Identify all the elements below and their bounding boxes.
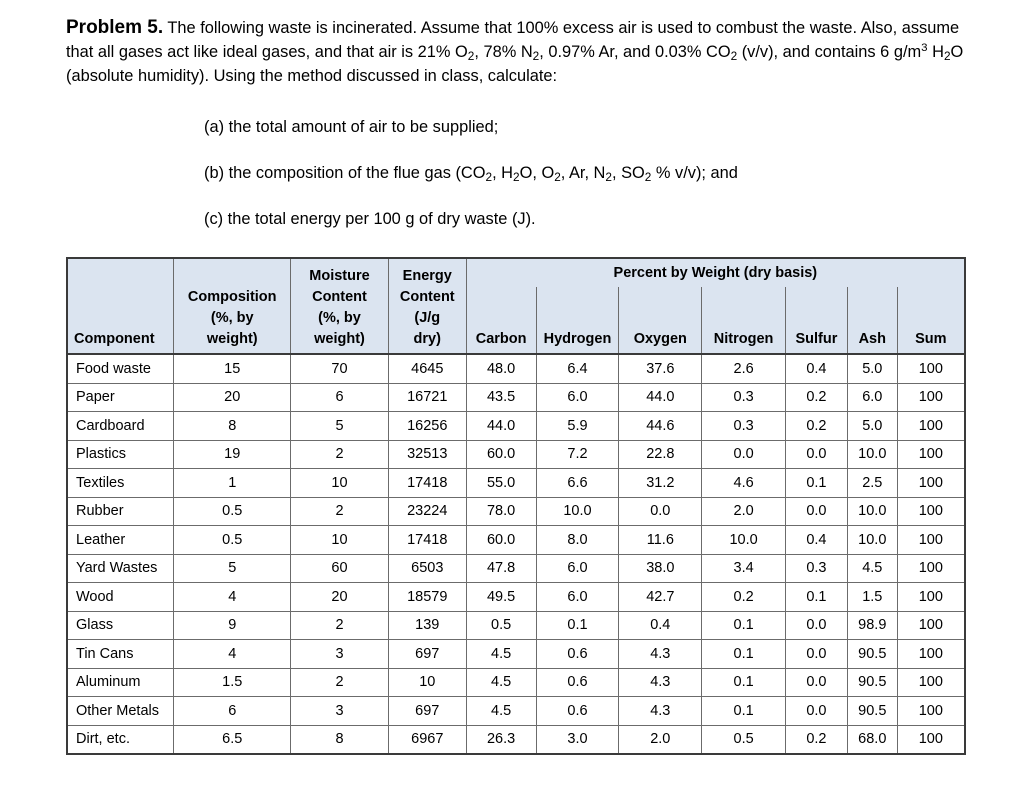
cell-ash: 10.0 bbox=[847, 497, 897, 526]
cell-carbon: 78.0 bbox=[466, 497, 536, 526]
cell-carbon: 0.5 bbox=[466, 611, 536, 640]
cell-component: Tin Cans bbox=[67, 640, 174, 669]
cell-component: Rubber bbox=[67, 497, 174, 526]
cell-sulfur: 0.0 bbox=[786, 697, 848, 726]
table-row bbox=[67, 354, 965, 383]
cell-moisture: 20 bbox=[291, 583, 389, 612]
cell-ash: 90.5 bbox=[847, 640, 897, 669]
cell-sum: 100 bbox=[897, 469, 965, 498]
cell-moisture: 2 bbox=[291, 497, 389, 526]
cell-hydrogen: 0.6 bbox=[536, 640, 619, 669]
cell-component: Paper bbox=[67, 383, 174, 412]
cell-oxygen: 37.6 bbox=[619, 354, 702, 383]
cell-ash: 68.0 bbox=[847, 725, 897, 754]
problem-statement bbox=[66, 16, 986, 88]
cell-hydrogen: 10.0 bbox=[536, 497, 619, 526]
part-b-text: , Ar, N bbox=[560, 164, 606, 182]
cell-component: Food waste bbox=[67, 354, 174, 383]
subscript: 2 bbox=[485, 170, 493, 184]
cell-oxygen: 44.0 bbox=[619, 383, 702, 412]
cell-component: Other Metals bbox=[67, 697, 174, 726]
part-b bbox=[204, 164, 984, 183]
cell-hydrogen: 0.1 bbox=[536, 611, 619, 640]
cell-carbon: 49.5 bbox=[466, 583, 536, 612]
cell-carbon: 4.5 bbox=[466, 697, 536, 726]
header-sum: Sum bbox=[897, 287, 965, 354]
cell-composition: 15 bbox=[174, 354, 291, 383]
cell-component: Glass bbox=[67, 611, 174, 640]
header-percent-by-weight: Percent by Weight (dry basis) bbox=[466, 258, 965, 287]
cell-nitrogen: 0.3 bbox=[702, 383, 786, 412]
table-row bbox=[67, 611, 965, 640]
problem-text: (v/v), and contains 6 g/m bbox=[737, 43, 922, 61]
header-line: (%, by bbox=[318, 310, 361, 326]
header-line: (%, by bbox=[210, 310, 254, 326]
table-row bbox=[67, 725, 965, 754]
cell-energy: 32513 bbox=[388, 440, 466, 469]
part-b-text: , H bbox=[492, 164, 514, 182]
cell-sum: 100 bbox=[897, 668, 965, 697]
cell-carbon: 4.5 bbox=[466, 640, 536, 669]
problem-text: , 78% N bbox=[474, 43, 533, 61]
table-row bbox=[67, 383, 965, 412]
header-blank bbox=[67, 258, 174, 287]
cell-ash: 5.0 bbox=[847, 412, 897, 441]
cell-sulfur: 0.0 bbox=[786, 640, 848, 669]
cell-composition: 0.5 bbox=[174, 497, 291, 526]
part-b-text: % v/v); and bbox=[651, 164, 738, 182]
header-sulfur: Sulfur bbox=[786, 287, 848, 354]
table-header-row bbox=[67, 258, 965, 287]
cell-energy: 6503 bbox=[388, 554, 466, 583]
cell-hydrogen: 8.0 bbox=[536, 526, 619, 555]
cell-nitrogen: 0.1 bbox=[702, 640, 786, 669]
part-a: (a) the total amount of air to be supplied; bbox=[204, 118, 499, 136]
cell-oxygen: 4.3 bbox=[619, 668, 702, 697]
problem-text: O (absolute humidity). Using the method discussed in class, calculate: bbox=[66, 43, 964, 85]
cell-energy: 139 bbox=[388, 611, 466, 640]
cell-energy: 17418 bbox=[388, 469, 466, 498]
cell-hydrogen: 7.2 bbox=[536, 440, 619, 469]
cell-moisture: 3 bbox=[291, 697, 389, 726]
cell-oxygen: 11.6 bbox=[619, 526, 702, 555]
cell-sulfur: 0.1 bbox=[786, 583, 848, 612]
part-b-text: O, O bbox=[519, 164, 555, 182]
cell-carbon: 4.5 bbox=[466, 668, 536, 697]
cell-composition: 4 bbox=[174, 640, 291, 669]
cell-energy: 6967 bbox=[388, 725, 466, 754]
cell-hydrogen: 6.6 bbox=[536, 469, 619, 498]
cell-sum: 100 bbox=[897, 412, 965, 441]
cell-ash: 90.5 bbox=[847, 668, 897, 697]
cell-hydrogen: 6.0 bbox=[536, 554, 619, 583]
cell-ash: 10.0 bbox=[847, 440, 897, 469]
cell-moisture: 70 bbox=[291, 354, 389, 383]
problem-text: H bbox=[927, 43, 944, 61]
header-ash: Ash bbox=[847, 287, 897, 354]
cell-component: Textiles bbox=[67, 469, 174, 498]
cell-sum: 100 bbox=[897, 354, 965, 383]
cell-composition: 1 bbox=[174, 469, 291, 498]
header-component: Component bbox=[67, 287, 174, 354]
cell-sum: 100 bbox=[897, 526, 965, 555]
cell-sulfur: 0.0 bbox=[786, 611, 848, 640]
cell-nitrogen: 0.5 bbox=[702, 725, 786, 754]
superscript: 3 bbox=[921, 42, 928, 54]
header-composition bbox=[174, 287, 291, 354]
cell-sulfur: 0.2 bbox=[786, 725, 848, 754]
header-nitrogen: Nitrogen bbox=[702, 287, 786, 354]
cell-hydrogen: 6.0 bbox=[536, 583, 619, 612]
header-energy bbox=[388, 268, 466, 354]
cell-oxygen: 38.0 bbox=[619, 554, 702, 583]
cell-sulfur: 0.2 bbox=[786, 412, 848, 441]
cell-nitrogen: 2.0 bbox=[702, 497, 786, 526]
cell-composition: 6.5 bbox=[174, 725, 291, 754]
cell-sum: 100 bbox=[897, 583, 965, 612]
cell-moisture: 10 bbox=[291, 469, 389, 498]
table-row bbox=[67, 668, 965, 697]
cell-composition: 8 bbox=[174, 412, 291, 441]
cell-carbon: 55.0 bbox=[466, 469, 536, 498]
cell-carbon: 60.0 bbox=[466, 526, 536, 555]
cell-nitrogen: 0.2 bbox=[702, 583, 786, 612]
cell-moisture: 8 bbox=[291, 725, 389, 754]
cell-energy: 4645 bbox=[388, 354, 466, 383]
cell-sum: 100 bbox=[897, 497, 965, 526]
header-line: Moisture bbox=[309, 268, 370, 284]
cell-sum: 100 bbox=[897, 611, 965, 640]
cell-oxygen: 4.3 bbox=[619, 640, 702, 669]
subscript: 2 bbox=[730, 49, 738, 63]
part-b-text: , SO bbox=[611, 164, 645, 182]
cell-sulfur: 0.0 bbox=[786, 668, 848, 697]
cell-sulfur: 0.3 bbox=[786, 554, 848, 583]
table-header-row bbox=[67, 287, 965, 354]
cell-moisture: 5 bbox=[291, 412, 389, 441]
cell-oxygen: 31.2 bbox=[619, 469, 702, 498]
cell-component: Cardboard bbox=[67, 412, 174, 441]
cell-composition: 6 bbox=[174, 697, 291, 726]
cell-moisture: 10 bbox=[291, 526, 389, 555]
table-row bbox=[67, 440, 965, 469]
subscript: 2 bbox=[532, 49, 540, 63]
header-line: Content bbox=[312, 289, 367, 305]
cell-ash: 10.0 bbox=[847, 526, 897, 555]
subscript: 2 bbox=[513, 170, 520, 184]
subscript: 2 bbox=[605, 170, 612, 184]
cell-moisture: 3 bbox=[291, 640, 389, 669]
cell-nitrogen: 0.1 bbox=[702, 611, 786, 640]
cell-energy: 23224 bbox=[388, 497, 466, 526]
cell-component: Leather bbox=[67, 526, 174, 555]
subscript: 2 bbox=[644, 170, 652, 184]
cell-sulfur: 0.0 bbox=[786, 497, 848, 526]
header-line: Energy bbox=[402, 268, 452, 284]
cell-energy: 16721 bbox=[388, 383, 466, 412]
table-row bbox=[67, 469, 965, 498]
problem-text: , 0.97% Ar, and 0.03% CO bbox=[539, 43, 731, 61]
cell-ash: 5.0 bbox=[847, 354, 897, 383]
cell-oxygen: 0.0 bbox=[619, 497, 702, 526]
cell-moisture: 2 bbox=[291, 440, 389, 469]
part-b-text: (b) the composition of the flue gas (CO bbox=[204, 164, 486, 182]
cell-composition: 4 bbox=[174, 583, 291, 612]
cell-carbon: 26.3 bbox=[466, 725, 536, 754]
cell-nitrogen: 0.1 bbox=[702, 668, 786, 697]
cell-hydrogen: 3.0 bbox=[536, 725, 619, 754]
cell-energy: 10 bbox=[388, 668, 466, 697]
problem-label: Problem 5. bbox=[66, 17, 164, 38]
cell-energy: 18579 bbox=[388, 583, 466, 612]
cell-component: Yard Wastes bbox=[67, 554, 174, 583]
cell-hydrogen: 6.4 bbox=[536, 354, 619, 383]
cell-energy: 697 bbox=[388, 697, 466, 726]
cell-energy: 16256 bbox=[388, 412, 466, 441]
cell-nitrogen: 3.4 bbox=[702, 554, 786, 583]
cell-carbon: 47.8 bbox=[466, 554, 536, 583]
cell-hydrogen: 0.6 bbox=[536, 668, 619, 697]
cell-sulfur: 0.4 bbox=[786, 526, 848, 555]
cell-composition: 9 bbox=[174, 611, 291, 640]
cell-energy: 697 bbox=[388, 640, 466, 669]
cell-ash: 6.0 bbox=[847, 383, 897, 412]
waste-composition-table bbox=[66, 257, 966, 755]
cell-component: Wood bbox=[67, 583, 174, 612]
cell-nitrogen: 10.0 bbox=[702, 526, 786, 555]
header-line: Content bbox=[399, 289, 455, 305]
header-hydrogen: Hydrogen bbox=[536, 287, 619, 354]
cell-carbon: 44.0 bbox=[466, 412, 536, 441]
cell-ash: 98.9 bbox=[847, 611, 897, 640]
cell-nitrogen: 4.6 bbox=[702, 469, 786, 498]
cell-sulfur: 0.1 bbox=[786, 469, 848, 498]
cell-component: Plastics bbox=[67, 440, 174, 469]
cell-sum: 100 bbox=[897, 640, 965, 669]
cell-composition: 19 bbox=[174, 440, 291, 469]
cell-moisture: 2 bbox=[291, 611, 389, 640]
table-row bbox=[67, 412, 965, 441]
header-moisture bbox=[291, 268, 389, 354]
cell-hydrogen: 6.0 bbox=[536, 383, 619, 412]
problem-text: The following waste is incinerated. Assume that 100% excess air is used to combust the waste. Also, assume that all gases act like ideal gases, and that air is 21% O bbox=[66, 19, 960, 61]
cell-sum: 100 bbox=[897, 697, 965, 726]
table-row bbox=[67, 526, 965, 555]
cell-sum: 100 bbox=[897, 440, 965, 469]
cell-hydrogen: 0.6 bbox=[536, 697, 619, 726]
cell-moisture: 2 bbox=[291, 668, 389, 697]
part-c: (c) the total energy per 100 g of dry waste (J). bbox=[204, 210, 536, 228]
cell-composition: 1.5 bbox=[174, 668, 291, 697]
cell-sum: 100 bbox=[897, 383, 965, 412]
header-line: (J/g bbox=[414, 310, 441, 326]
cell-sulfur: 0.0 bbox=[786, 440, 848, 469]
cell-sum: 100 bbox=[897, 725, 965, 754]
subscript: 2 bbox=[943, 49, 951, 63]
cell-energy: 17418 bbox=[388, 526, 466, 555]
table-row bbox=[67, 497, 965, 526]
cell-composition: 0.5 bbox=[174, 526, 291, 555]
cell-oxygen: 4.3 bbox=[619, 697, 702, 726]
table-row bbox=[67, 554, 965, 583]
cell-nitrogen: 0.3 bbox=[702, 412, 786, 441]
header-line: dry) bbox=[413, 331, 441, 347]
cell-moisture: 60 bbox=[291, 554, 389, 583]
header-carbon: Carbon bbox=[466, 287, 536, 354]
cell-sulfur: 0.4 bbox=[786, 354, 848, 383]
cell-composition: 5 bbox=[174, 554, 291, 583]
cell-ash: 2.5 bbox=[847, 469, 897, 498]
cell-sum: 100 bbox=[897, 554, 965, 583]
cell-oxygen: 0.4 bbox=[619, 611, 702, 640]
cell-ash: 90.5 bbox=[847, 697, 897, 726]
table-row bbox=[67, 583, 965, 612]
cell-hydrogen: 5.9 bbox=[536, 412, 619, 441]
cell-oxygen: 44.6 bbox=[619, 412, 702, 441]
cell-oxygen: 22.8 bbox=[619, 440, 702, 469]
cell-nitrogen: 0.1 bbox=[702, 697, 786, 726]
cell-oxygen: 2.0 bbox=[619, 725, 702, 754]
cell-nitrogen: 2.6 bbox=[702, 354, 786, 383]
cell-carbon: 60.0 bbox=[466, 440, 536, 469]
header-line: Composition bbox=[187, 289, 277, 305]
table-row bbox=[67, 640, 965, 669]
cell-composition: 20 bbox=[174, 383, 291, 412]
cell-nitrogen: 0.0 bbox=[702, 440, 786, 469]
subscript: 2 bbox=[554, 170, 561, 184]
cell-ash: 1.5 bbox=[847, 583, 897, 612]
cell-sulfur: 0.2 bbox=[786, 383, 848, 412]
header-blank bbox=[174, 258, 291, 287]
cell-component: Aluminum bbox=[67, 668, 174, 697]
cell-carbon: 43.5 bbox=[466, 383, 536, 412]
cell-moisture: 6 bbox=[291, 383, 389, 412]
header-oxygen: Oxygen bbox=[619, 287, 702, 354]
header-line: weight) bbox=[206, 331, 258, 347]
cell-component: Dirt, etc. bbox=[67, 725, 174, 754]
cell-oxygen: 42.7 bbox=[619, 583, 702, 612]
header-line: weight) bbox=[314, 331, 365, 347]
cell-carbon: 48.0 bbox=[466, 354, 536, 383]
cell-ash: 4.5 bbox=[847, 554, 897, 583]
subscript: 2 bbox=[467, 49, 475, 63]
table-row bbox=[67, 697, 965, 726]
